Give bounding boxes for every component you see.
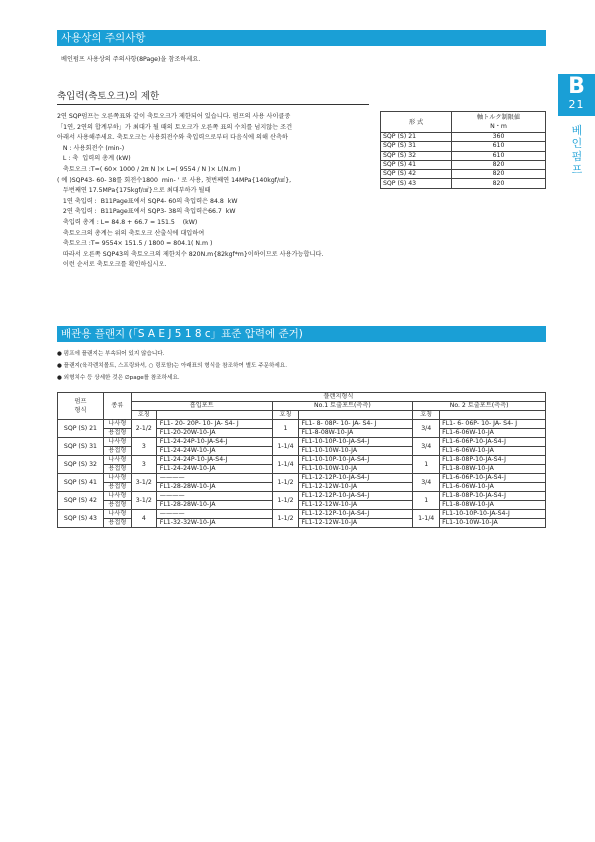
shaft-torque-line: 축토오크의 총계는 위의 축토오크 산출식에 대입하여 [57,229,205,237]
inlet-size-cell: 3 [131,456,156,474]
inlet-size-cell: 3-1/2 [131,492,156,510]
pump-model-cell: SQP (S) 41 [58,474,104,492]
torque-limit-cell: 610 [452,142,546,151]
header-nominal-inlet: 호칭 [131,411,156,420]
model-cell: SQP (S) 42 [381,170,452,179]
chapter-letter: B [568,74,585,99]
inlet-flange-cell: FL1-24-24W-10-JA [156,465,272,474]
flange-note-1: ● 펌프에 플랜지는 부속되어 있지 않습니다. [57,351,165,357]
pump-model-cell: SQP (S) 43 [58,510,104,528]
table-row [381,160,546,169]
table-row [58,474,546,483]
inlet-flange-cell: FL1-32-32W-10-JA [156,519,272,528]
outlet2-size-cell: 3/4 [413,438,440,456]
flange-kind-cell: 나사형 [103,474,131,483]
outlet2-size-cell: 3/4 [413,474,440,492]
outlet1-flange-cell: FL1-12-12P-10-JA-S4-J [299,474,413,483]
outlet1-flange-cell: FL1-12-12P-10-JA-S4-J [299,492,413,501]
outlet1-size-cell: 1-1/2 [272,510,299,528]
precautions-text: 베인펌프 사용상의 주의사항(8Page)을 참조하세요. [61,56,201,63]
table-row [58,447,546,456]
flange-kind-cell: 용접형 [103,519,131,528]
table-row [381,142,546,151]
page-number: 21 [568,98,585,111]
header-flange-model: 플랜지형식 [131,393,545,402]
outlet1-flange-cell: FL1-12-12P-10-JA-S4-J [299,510,413,519]
inlet-flange-cell: FL1-20-20W-10-JA [156,429,272,438]
inlet-flange-cell: ———— [156,474,272,483]
flange-kind-cell: 나사형 [103,438,131,447]
header-pump-model: 펌프 형식 [58,393,104,420]
header-nominal-out1: 호칭 [272,411,299,420]
outlet2-size-cell: 1-1/4 [413,510,440,528]
model-cell: SQP (S) 21 [381,133,452,142]
header-outlet-1: No.1 토출포트(측측) [272,402,413,411]
chapter-label: 베 인 펌 프 [571,124,583,176]
table-row [58,420,546,429]
inlet-flange-cell: FL1- 20- 20P- 10- JA- S4- J [156,420,272,429]
pump-model-cell: SQP (S) 32 [58,456,104,474]
inlet-size-cell: 3-1/2 [131,474,156,492]
outlet2-flange-cell: FL1-10-10P-10-JA-S4-J [440,510,546,519]
shaft-torque-line: 축입력 총계 : L= 84.8 + 66.7 = 151.5 (kW) [57,219,198,226]
outlet1-flange-cell: FL1-12-12W-10-JA [299,519,413,528]
pump-model-cell: SQP (S) 42 [58,492,104,510]
table-row [381,179,546,188]
torque-limit-table [380,111,546,189]
shaft-torque-line: L : 축 입력의 총계 (kW) [57,155,131,163]
section-title-precautions: 사용상의 주의사항 [57,30,546,46]
table-row [58,429,546,438]
outlet2-size-cell: 1 [413,456,440,474]
shaft-torque-line: 2연 축입력 : B11Page표에서 SQP3- 38의 축입력은66.7 kW [57,208,236,216]
outlet1-flange-cell: FL1-12-12W-10-JA [299,483,413,492]
flange-kind-cell: 용접형 [103,465,131,474]
flange-note-2: ● 플랜지(육각렌치볼트, 스프링와셔, ○ 링포함)는 아래표의 형식을 참조하여 별도 주문하세요. [57,363,287,369]
inlet-flange-cell: FL1-24-24P-10-JA-S4-J [156,438,272,447]
table-row [58,519,546,528]
section-title-shaft-torque: 축입력(축토오크)의 제한 [57,88,369,105]
torque-limit-cell: 360 [452,133,546,142]
header-outlet-2: No. 2 토출포트(측측) [413,402,546,411]
table-row [381,151,546,160]
inlet-flange-cell: FL1-28-28W-10-JA [156,501,272,510]
table-row [58,465,546,474]
outlet2-flange-cell: FL1-6-06W-10-JA [440,447,546,456]
header-torque-limit: 軸トルク制限値 N・m [452,112,546,133]
flange-note-3: ● 외형치수 등 상세한 것은 ∅page를 참조하세요. [57,375,180,381]
outlet1-flange-cell: FL1-8-08W-10-JA [299,429,413,438]
torque-limit-cell: 820 [452,179,546,188]
inlet-size-cell: 2-1/2 [131,420,156,438]
outlet1-flange-cell: FL1-10-10W-10-JA [299,465,413,474]
shaft-torque-line: 축토오크 :T=( 60× 1000 / 2π N )× L=( 9554 / N )× L(N.m ) [57,166,241,173]
table-row [58,510,546,519]
header-type: 종류 [103,393,131,420]
model-cell: SQP (S) 41 [381,160,452,169]
flange-kind-cell: 용접형 [103,429,131,438]
header-inlet-port: 흡입포트 [131,402,272,411]
outlet1-flange-cell: FL1-10-10P-10-JA-S4-J [299,456,413,465]
header-model: 形 式 [381,112,452,133]
outlet2-flange-cell: FL1-6-06P-10-JA-S4-J [440,474,546,483]
outlet1-flange-cell: FL1-10-10P-10-JA-S4-J [299,438,413,447]
flange-kind-cell: 용접형 [103,483,131,492]
outlet2-flange-cell: FL1-10-10W-10-JA [440,519,546,528]
outlet2-flange-cell: FL1-6-06W-10-JA [440,483,546,492]
flange-kind-cell: 나사형 [103,510,131,519]
flange-kind-cell: 용접형 [103,501,131,510]
inlet-size-cell: 3 [131,438,156,456]
outlet1-size-cell: 1-1/2 [272,474,299,492]
inlet-size-cell: 4 [131,510,156,528]
section-title-flange: 배관용 플랜지 (「S A E J 5 1 8 c」표준 압력에 준거) [57,326,546,342]
outlet2-size-cell: 3/4 [413,420,440,438]
table-row [58,492,546,501]
shaft-torque-line: ( 예 )SQP43- 60- 38를 회전수1800 min- ' 로 사용, 첫번째연 14MPa{140kgf/㎠}, [57,176,292,184]
table-row [58,438,546,447]
outlet2-size-cell: 1 [413,492,440,510]
torque-limit-cell: 610 [452,151,546,160]
flange-kind-cell: 용접형 [103,447,131,456]
pump-model-cell: SQP (S) 31 [58,438,104,456]
flange-kind-cell: 나사형 [103,456,131,465]
chapter-tab [558,74,595,116]
outlet2-flange-cell: FL1-8-08P-10-JA-S4-J [440,456,546,465]
table-row [58,456,546,465]
shaft-torque-line: 2연 SQP펌프는 오른쪽표와 같이 축토오크가 제한되어 있습니다. 펌프의 사용 사이클중 [57,113,291,120]
shaft-torque-line: 두번째연 17.5MPa{175kgf/㎠}으로 최대부하가 될때 [57,187,211,195]
outlet2-flange-cell: FL1-8-08W-10-JA [440,465,546,474]
outlet1-size-cell: 1-1/2 [272,492,299,510]
torque-limit-cell: 820 [452,170,546,179]
inlet-flange-cell: ———— [156,510,272,519]
outlet1-flange-cell: FL1-10-10W-10-JA [299,447,413,456]
shaft-torque-line: 이런 순서로 축토오크를 확인하십시오. [57,261,167,269]
outlet1-size-cell: 1-1/4 [272,456,299,474]
table-row [381,133,546,142]
table-row [381,170,546,179]
shaft-torque-line: 「1연, 2연의 합계부하」가 최대가 될 때의 토오크가 오른쪽 표의 수치를 넘지않는 조건 [57,123,293,131]
outlet1-flange-cell: FL1- 8- 08P- 10- JA- S4- J [299,420,413,429]
torque-limit-cell: 820 [452,160,546,169]
outlet2-flange-cell: FL1- 6- 06P- 10- JA- S4- J [440,420,546,429]
model-cell: SQP (S) 31 [381,142,452,151]
outlet2-flange-cell: FL1-8-08P-10-JA-S4-J [440,492,546,501]
shaft-torque-line: 따라서 오른쪽 SQP43의 축토오크의 제한치수 820N.m{82kgf*m}이하이므로 사용가능합니다. [57,250,324,258]
inlet-flange-cell: FL1-28-28W-10-JA [156,483,272,492]
outlet1-size-cell: 1 [272,420,299,438]
inlet-flange-cell: ———— [156,492,272,501]
shaft-torque-line: 아래서 사용해주세요. 축토오크는 사용회전수와 축입력으로부터 다음식에 의해 산측하 [57,134,288,142]
flange-table [57,392,546,528]
outlet1-size-cell: 1-1/4 [272,438,299,456]
shaft-torque-line: N : 사용회전수 (min-) [57,144,125,152]
table-row [58,501,546,510]
model-cell: SQP (S) 32 [381,151,452,160]
outlet2-flange-cell: FL1-6-06P-10-JA-S4-J [440,438,546,447]
shaft-torque-line: 1연 축입력 : B11Page표에서 SQP4- 60의 축입력은 84.8 kW [57,197,238,205]
model-cell: SQP (S) 43 [381,179,452,188]
outlet2-flange-cell: FL1-8-08W-10-JA [440,501,546,510]
outlet1-flange-cell: FL1-12-12W-10-JA [299,501,413,510]
header-nominal-out2: 호칭 [413,411,440,420]
shaft-torque-line: 축토오크 :T= 9554× 151.5 / 1800 = 804.1( N.m ) [57,240,213,248]
inlet-flange-cell: FL1-24-24P-10-JA-S4-J [156,456,272,465]
table-row [58,483,546,492]
outlet2-flange-cell: FL1-6-06W-10-JA [440,429,546,438]
flange-kind-cell: 나사형 [103,492,131,501]
flange-kind-cell: 나사형 [103,420,131,429]
pump-model-cell: SQP (S) 21 [58,420,104,438]
inlet-flange-cell: FL1-24-24W-10-JA [156,447,272,456]
